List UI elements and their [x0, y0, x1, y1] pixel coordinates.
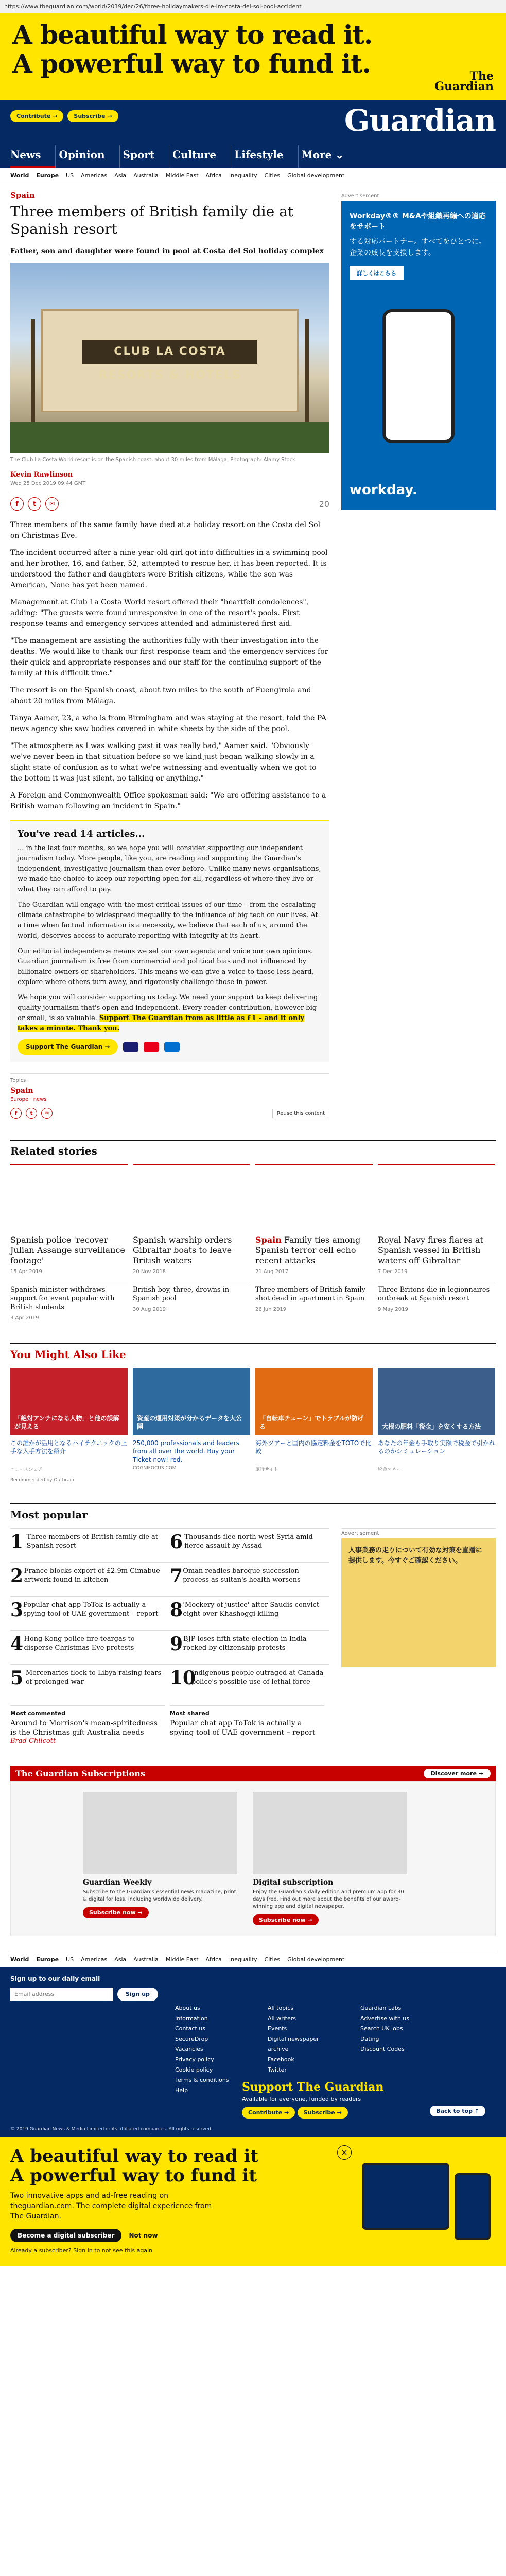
url-text: https://www.theguardian.com/world/2019/dec/26/three-holidaymakers-die-im-costa-del-sol-pool-accident — [4, 3, 302, 10]
site-footer — [0, 1967, 506, 2137]
related-small-card[interactable]: Spanish minister withdraws support for event popular with British students 3 Apr 2019 — [10, 1282, 128, 1323]
story-date: 20 Nov 2018 — [133, 1269, 166, 1275]
banner-logo: The Guardian — [434, 70, 494, 93]
related-small-card[interactable]: British boy, three, drowns in Spanish pool 30 Aug 2019 — [133, 1282, 250, 1323]
contribute-button[interactable]: Contribute → — [242, 2107, 295, 2119]
related-card[interactable] — [255, 1164, 373, 1275]
back-to-top-button[interactable]: Back to top ↑ — [430, 2106, 485, 2116]
support-title: Support The Guardian — [242, 2080, 384, 2094]
recommended-headline: この誰かが活用となるハイテクニックの上手な入手方法を紹介 — [10, 1439, 127, 1455]
story-kicker: Spain — [255, 1235, 282, 1245]
subnav-item[interactable]: World — [10, 172, 29, 179]
topic-link[interactable]: Spain — [10, 1087, 33, 1095]
footer-link[interactable]: Advertise with us — [360, 2015, 410, 2022]
dateline: Wed 25 Dec 2019 09.44 GMT — [10, 481, 86, 486]
banner-line-1: A beautiful way to read it — [10, 2146, 259, 2166]
popular-item[interactable]: 6 Thousands flee north-west Syria amid fierce assault by Assad — [170, 1528, 329, 1562]
footer-nav-item[interactable]: Europe — [36, 1956, 59, 1963]
related-small-card[interactable]: Three Britons die in legionnaires outbreak at Spanish resort 9 May 2019 — [378, 1282, 495, 1323]
recommended-card[interactable] — [10, 1368, 128, 1472]
subscribe-button[interactable]: Subscribe → — [67, 110, 118, 122]
footer-link[interactable]: Contact us — [175, 2025, 205, 2032]
facebook-icon[interactable]: f — [10, 497, 24, 511]
guardian-logo[interactable]: Guardian — [344, 103, 496, 138]
mastercard-icon — [144, 1042, 159, 1052]
story-headline: Spanish police 'recover Julian Assange surveillance footage' — [10, 1235, 125, 1265]
recommended-source: COGNIFOCUS.COM — [133, 1466, 177, 1471]
popular-item[interactable]: 3 Popular chat app ToTok is actually a spying tool of UAE government – report — [10, 1596, 170, 1630]
footer-link[interactable]: Terms & conditions — [175, 2077, 229, 2083]
story-image — [378, 1165, 495, 1232]
article-standfirst: Father, son and daughter were found in pool at Costa del Sol holiday complex — [10, 247, 324, 256]
section-title: Related stories — [10, 1145, 97, 1157]
footer-nav-item[interactable]: Cities — [264, 1956, 281, 1963]
story-image — [133, 1165, 250, 1232]
pillar-news[interactable]: News — [10, 145, 55, 168]
story-date: 7 Dec 2019 — [378, 1269, 408, 1275]
recommended-source: ニュースシェア — [10, 1467, 43, 1472]
footer-link[interactable]: Facebook — [268, 2056, 294, 2063]
pillar-more[interactable]: More ⌄ — [298, 145, 358, 168]
close-icon[interactable]: × — [337, 2145, 352, 2160]
recommended-card[interactable] — [133, 1368, 250, 1472]
advertisement[interactable] — [341, 201, 496, 510]
story-date: 15 Apr 2019 — [10, 1269, 42, 1275]
subscribe-now-button[interactable]: Subscribe now → — [253, 1914, 319, 1925]
related-card[interactable] — [378, 1164, 495, 1275]
epic-title: You've read 14 articles... — [18, 828, 145, 839]
most-commented[interactable]: Most commented Around to Morrison's mean-spiritedness is the Christmas gift Australia needs Brad Chilcott — [10, 1705, 165, 1745]
popular-item[interactable]: 5 Mercenaries flock to Libya raising fears of prolonged war — [10, 1664, 170, 1698]
pillar-lifestyle[interactable]: Lifestyle — [231, 145, 298, 168]
banner-line-2: A powerful way to fund it — [10, 2165, 257, 2186]
recommended-image: 資産の運用対策が分かるデータを大公開 — [133, 1368, 250, 1435]
article-headline: Three members of British family die at Spanish resort — [10, 203, 294, 238]
most-popular — [10, 1503, 496, 1745]
sign-up-button[interactable]: Sign up — [117, 1988, 158, 2001]
recommended-source: 旅行サイト — [255, 1467, 278, 1472]
share-row — [10, 492, 329, 511]
top-support-banner — [0, 13, 506, 100]
footer-link[interactable]: Twitter — [268, 2066, 287, 2073]
recommended-headline: 海外ツアーと国内の協定料金をTOTOで比較 — [255, 1439, 372, 1455]
browser-address-bar[interactable] — [0, 0, 506, 13]
subscription-option: Digital subscription Enjoy the Guardian's daily edition and premium app for 30 days free. Find out more about the benefits of our award-winning app and digital newspaper. Subscribe now → — [253, 1792, 407, 1925]
paragraph: The resort is on the Spanish coast, about two miles to the south of Fuengirola and about 20 miles from Málaga. — [10, 686, 311, 705]
popular-item[interactable]: 7 Oman readies baroque succession process as sultan's health worsens — [170, 1562, 329, 1596]
footer-link[interactable]: Discount Codes — [360, 2046, 405, 2053]
ad-brand: workday. — [350, 482, 417, 498]
subnav-item[interactable]: Americas — [81, 172, 108, 179]
footer-link[interactable]: About us — [175, 2005, 200, 2011]
twitter-icon[interactable]: t — [28, 497, 41, 511]
story-image — [10, 1165, 128, 1232]
subscribe-button[interactable]: Subscribe → — [298, 2107, 348, 2119]
footer-nav-item[interactable]: Middle East — [165, 1956, 199, 1963]
reuse-content-button[interactable]: Reuse this content — [272, 1109, 329, 1118]
footer-link[interactable]: All writers — [268, 2015, 296, 2022]
phone-graphic — [455, 2173, 491, 2240]
bottom-subscribe-banner — [0, 2137, 506, 2266]
topics-section — [10, 1073, 329, 1119]
twitter-icon[interactable]: t — [26, 1108, 37, 1119]
subnav-item[interactable]: Global development — [287, 172, 345, 179]
related-stories — [10, 1140, 496, 1323]
popular-item[interactable]: 8 'Mockery of justice' after Saudis convict eight over Khashoggi killing — [170, 1596, 329, 1630]
digital-subscription-image — [253, 1792, 407, 1874]
sign-in-link[interactable]: Already a subscriber? Sign in to not see this again — [10, 2247, 153, 2254]
recommended-headline: 250,000 professionals and leaders from all over the world. Buy your Ticket now! red. — [133, 1439, 239, 1463]
subscriptions-panel — [10, 1781, 496, 1936]
you-might-also-like — [10, 1343, 496, 1483]
site-header — [0, 100, 506, 168]
topics-label: Topics — [10, 1078, 26, 1083]
support-subtitle: Available for everyone, funded by readers — [242, 2096, 361, 2103]
tablet-graphic — [362, 2163, 449, 2230]
right-column — [341, 183, 496, 1119]
related-card[interactable] — [10, 1164, 128, 1275]
subnav-item[interactable]: Cities — [264, 172, 281, 179]
pillar-culture[interactable]: Culture — [169, 145, 231, 168]
footer-nav-item[interactable]: World — [10, 1956, 29, 1963]
recommended-card[interactable] — [255, 1368, 373, 1472]
subnav-item[interactable]: Europe — [36, 172, 59, 179]
paragraph: Management at Club La Costa World resort offered their "heartfelt condolences", adding: "The guests were found unresponsive in one of the resort's pools. First response teams and emergency services attended and administered first aid. — [10, 598, 309, 628]
recommended-headline: あなたの年金も手取り実額で税金で引かれるのかシミュレーション — [378, 1439, 496, 1455]
guardian-weekly-image — [83, 1792, 237, 1874]
footer-nav-item[interactable]: Australia — [133, 1956, 159, 1963]
popular-item[interactable]: 2 France blocks export of £2.9m Cimabue artwork found in kitchen — [10, 1562, 170, 1596]
subscriptions-label: The Guardian Subscriptions — [15, 1768, 145, 1778]
footer-nav-item[interactable]: Global development — [287, 1956, 345, 1963]
paragraph: Three members of the same family have died at a holiday resort on the Costa del Sol on Christmas Eve. — [10, 521, 321, 540]
footer-link[interactable]: Events — [268, 2025, 287, 2032]
subnav-item[interactable]: US — [66, 172, 74, 179]
article-kicker[interactable]: Spain — [10, 191, 35, 200]
popular-item[interactable]: 1 Three members of British family die at Spanish resort — [10, 1528, 170, 1562]
related-small-card[interactable]: Three members of British family shot dead in apartment in Spain 26 Jun 2019 — [255, 1282, 373, 1323]
recommended-image: 大根の肥料「税金」を安くする方法 — [378, 1368, 495, 1435]
subnav-item[interactable]: Inequality — [229, 172, 257, 179]
story-headline: Spanish warship orders Gibraltar boats to leave British waters — [133, 1235, 232, 1265]
foliage — [10, 422, 329, 453]
story-headline: Royal Navy fires flares at Spanish vessel in British waters off Gibraltar — [378, 1235, 483, 1265]
hero-image — [10, 263, 329, 453]
become-digital-subscriber-button[interactable]: Become a digital subscriber — [10, 2229, 121, 2242]
recommended-card[interactable] — [378, 1368, 495, 1472]
ad-title: Workday®® M&Aや組織再編への適応をサポート — [350, 212, 486, 231]
popular-item[interactable]: 10 Indigenous people outraged at Canada police's possible use of lethal force — [170, 1664, 329, 1698]
section-title: Most popular — [10, 1509, 88, 1521]
subnav-item[interactable]: Australia — [133, 172, 159, 179]
footer-link[interactable]: Information — [175, 2015, 208, 2022]
paragraph: "The atmosphere as I was walking past it was really bad," Aamer said. "Obviously we've never been in that situation before so we kind just began walking slowly in a slight state of confusion as to what we're witnessing and eventually when we got to the bottom it was just silent, no talking or anything." — [10, 742, 317, 783]
email-icon[interactable]: ✉ — [41, 1108, 53, 1119]
outbrain-label[interactable]: Recommended by Outbrain — [10, 1478, 74, 1483]
section-title: You Might Also Like — [10, 1348, 126, 1361]
not-now-button[interactable]: Not now — [129, 2232, 158, 2239]
footer-nav-item[interactable]: Africa — [205, 1956, 222, 1963]
story-headline: Spain Family ties among Spanish terror cell echo recent attacks — [255, 1235, 361, 1265]
footer-link[interactable]: Guardian Labs — [360, 2005, 402, 2011]
byline[interactable]: Kevin Rawlinson — [10, 471, 73, 479]
popular-item[interactable]: 4 Hong Kong police fire teargas to disperse Christmas Eve protests — [10, 1630, 170, 1664]
footer-link[interactable]: Vacancies — [175, 2046, 203, 2053]
image-caption: The Club La Costa World resort is on the Spanish coast, about 30 miles from Málaga. Photograph: Alamy Stock — [10, 457, 295, 463]
footer-link[interactable]: Help — [175, 2087, 188, 2094]
share-count: 20 — [319, 499, 329, 509]
footer-section-nav — [10, 1952, 496, 1967]
pillar-opinion[interactable]: Opinion — [55, 145, 119, 168]
paragraph: The incident occurred after a nine-year-old girl got into difficulties in a swimming pool and her brother, 16, and father, 52, attempted to rescue her, it has been reported. It is understood the father and daughters were British citizens, while the son was American, None has yet been named. — [10, 549, 328, 589]
recommended-image: 「絶対アンチになる人物」と他の誤解が見える — [10, 1368, 128, 1435]
epic-paragraph: Our editorial independence means we set our own agenda and voice our own opinions. Guardian journalism is free from commercial and political bias and not influenced by billionaire owners or shareholders. This means we can give a voice to those less heard, explore where others turn away, and rigorously challenge those in power. — [18, 947, 314, 986]
subnav-item[interactable]: Asia — [114, 172, 127, 179]
support-epic — [10, 820, 329, 1062]
ad-learn-more-button[interactable]: 詳しくはこちら — [350, 266, 404, 280]
banner-line-2: A powerful way to fund it. — [12, 48, 371, 79]
footer-support — [242, 2080, 383, 2119]
footer-link[interactable]: Dating — [360, 2036, 379, 2042]
footer-nav-item[interactable]: Asia — [114, 1956, 127, 1963]
epic-paragraph: The Guardian will engage with the most critical issues of our time – from the escalating climate catastrophe to widespread inequality to the influence of big tech on our lives. At a time when factual information is a necessity, we believe that each of us, around the world, deserves access to accurate reporting with integrity at its heart. — [18, 901, 318, 940]
story-image — [255, 1165, 373, 1232]
advertisement[interactable]: 人事業務の走りについて有効な対策を直播に提供します。今すぐご確認ください。 — [341, 1538, 496, 1667]
story-date: 21 Aug 2017 — [255, 1269, 289, 1275]
popular-item[interactable]: 9 BJP loses fifth state election in India rocked by citizenship protests — [170, 1630, 329, 1664]
discover-more-button[interactable]: Discover more → — [424, 1769, 491, 1778]
visa-card-icon — [123, 1042, 138, 1052]
banner-line-1: A beautiful way to read it. — [12, 20, 373, 50]
footer-link[interactable]: SecureDrop — [175, 2036, 208, 2042]
subnav-item[interactable]: Africa — [205, 172, 222, 179]
author-name: Brad Chilcott — [10, 1737, 56, 1745]
footer-link[interactable]: Digital newspaper archive — [268, 2036, 319, 2053]
pillar-nav — [10, 145, 358, 168]
newsletter-label: Sign up to our daily email — [10, 1975, 100, 1982]
subscriptions-bar — [10, 1766, 496, 1781]
support-guardian-button[interactable]: Support The Guardian → — [18, 1039, 118, 1055]
advertisement-label: Advertisement — [341, 1528, 496, 1536]
epic-highlight: Support The Guardian from as little as £1 – and it only takes a minute. Thank you. — [18, 1014, 304, 1032]
article — [10, 183, 329, 1119]
email-icon[interactable]: ✉ — [45, 497, 59, 511]
devices-graphic — [362, 2158, 496, 2250]
banner-description: Two innovative apps and ad-free reading on theguardian.com. The complete digital experience from The Guardian. — [10, 2192, 212, 2221]
paragraph: Tanya Aamer, 23, a who is from Birmingham and was staying at the resort, told the PA news agency she saw bodies covered in white sheets by the side of the pool. — [10, 714, 327, 733]
section-subnav — [0, 168, 506, 183]
subscribe-now-button[interactable]: Subscribe now → — [83, 1907, 149, 1918]
footer-link[interactable]: Search UK jobs — [360, 2025, 403, 2032]
most-shared[interactable]: Most shared Popular chat app ToTok is actually a spying tool of UAE government – report — [170, 1705, 324, 1745]
epic-paragraph: We hope you will consider supporting us today. We need your support to keep delivering quality journalism that's open and independent. Every reader contribution, however big or small, is so valuable. Support The Guardian from as little as £1 – and it only takes a minute. Thank you. — [18, 994, 318, 1032]
footer-nav-item[interactable]: Americas — [81, 1956, 108, 1963]
email-input[interactable]: Email address — [10, 1988, 113, 2001]
footer-nav-item[interactable]: Inequality — [229, 1956, 257, 1963]
recommended-source: 税金マネー — [378, 1467, 402, 1472]
phone-graphic — [382, 309, 455, 443]
tag-links[interactable]: Europe · news — [10, 1097, 47, 1103]
contribute-button[interactable]: Contribute → — [10, 110, 63, 122]
article-body — [10, 520, 329, 812]
footer-link[interactable]: Cookie policy — [175, 2066, 213, 2073]
footer-link[interactable]: All topics — [268, 2005, 293, 2011]
footer-links-col — [175, 2003, 247, 2096]
pillar-sport[interactable]: Sport — [119, 145, 169, 168]
epic-paragraph: ... in the last four months, so we hope you will consider supporting our independent journalism today. More people, like you, are reading and supporting the Guardian's independent, investigative journalism than ever before. Unlike many news organisations, we made the choice to keep our reporting open for all, regardless of where they live or what they can afford to pay. — [18, 844, 321, 893]
resort-sign: CLUB LA COSTA RESORTS & HOTELS — [82, 340, 257, 364]
amex-card-icon — [164, 1042, 180, 1052]
ad-text: する対応パートナー。すべてをひとつに。企業の成長を支援します。 — [350, 238, 486, 257]
paragraph: "The management are assisting the authorities fully with their investigation into the deaths. We would like to thank our first response team and the emergency services for their quick and appropriate responses and our staff for the continuing support of the family at this difficult time." — [10, 637, 328, 677]
subnav-item[interactable]: Middle East — [165, 172, 199, 179]
footer-nav-item[interactable]: US — [66, 1956, 74, 1963]
copyright: © 2019 Guardian News & Media Limited or its affiliated companies. All rights reserved. — [10, 2127, 213, 2132]
facebook-icon[interactable]: f — [10, 1108, 22, 1119]
recommended-image: 「自転車チェーン」でトラブルが防げる — [255, 1368, 373, 1435]
related-card[interactable] — [133, 1164, 250, 1275]
advertisement-label: Advertisement — [341, 191, 496, 199]
paragraph: A Foreign and Commonwealth Office spokesman said: "We are offering assistance to a British woman following an incident in Spain." — [10, 791, 326, 810]
footer-link[interactable]: Privacy policy — [175, 2056, 214, 2063]
subscription-option: Guardian Weekly Subscribe to the Guardian's essential news magazine, print & digital for less, including worldwide delivery. Subscribe now → — [83, 1792, 237, 1925]
